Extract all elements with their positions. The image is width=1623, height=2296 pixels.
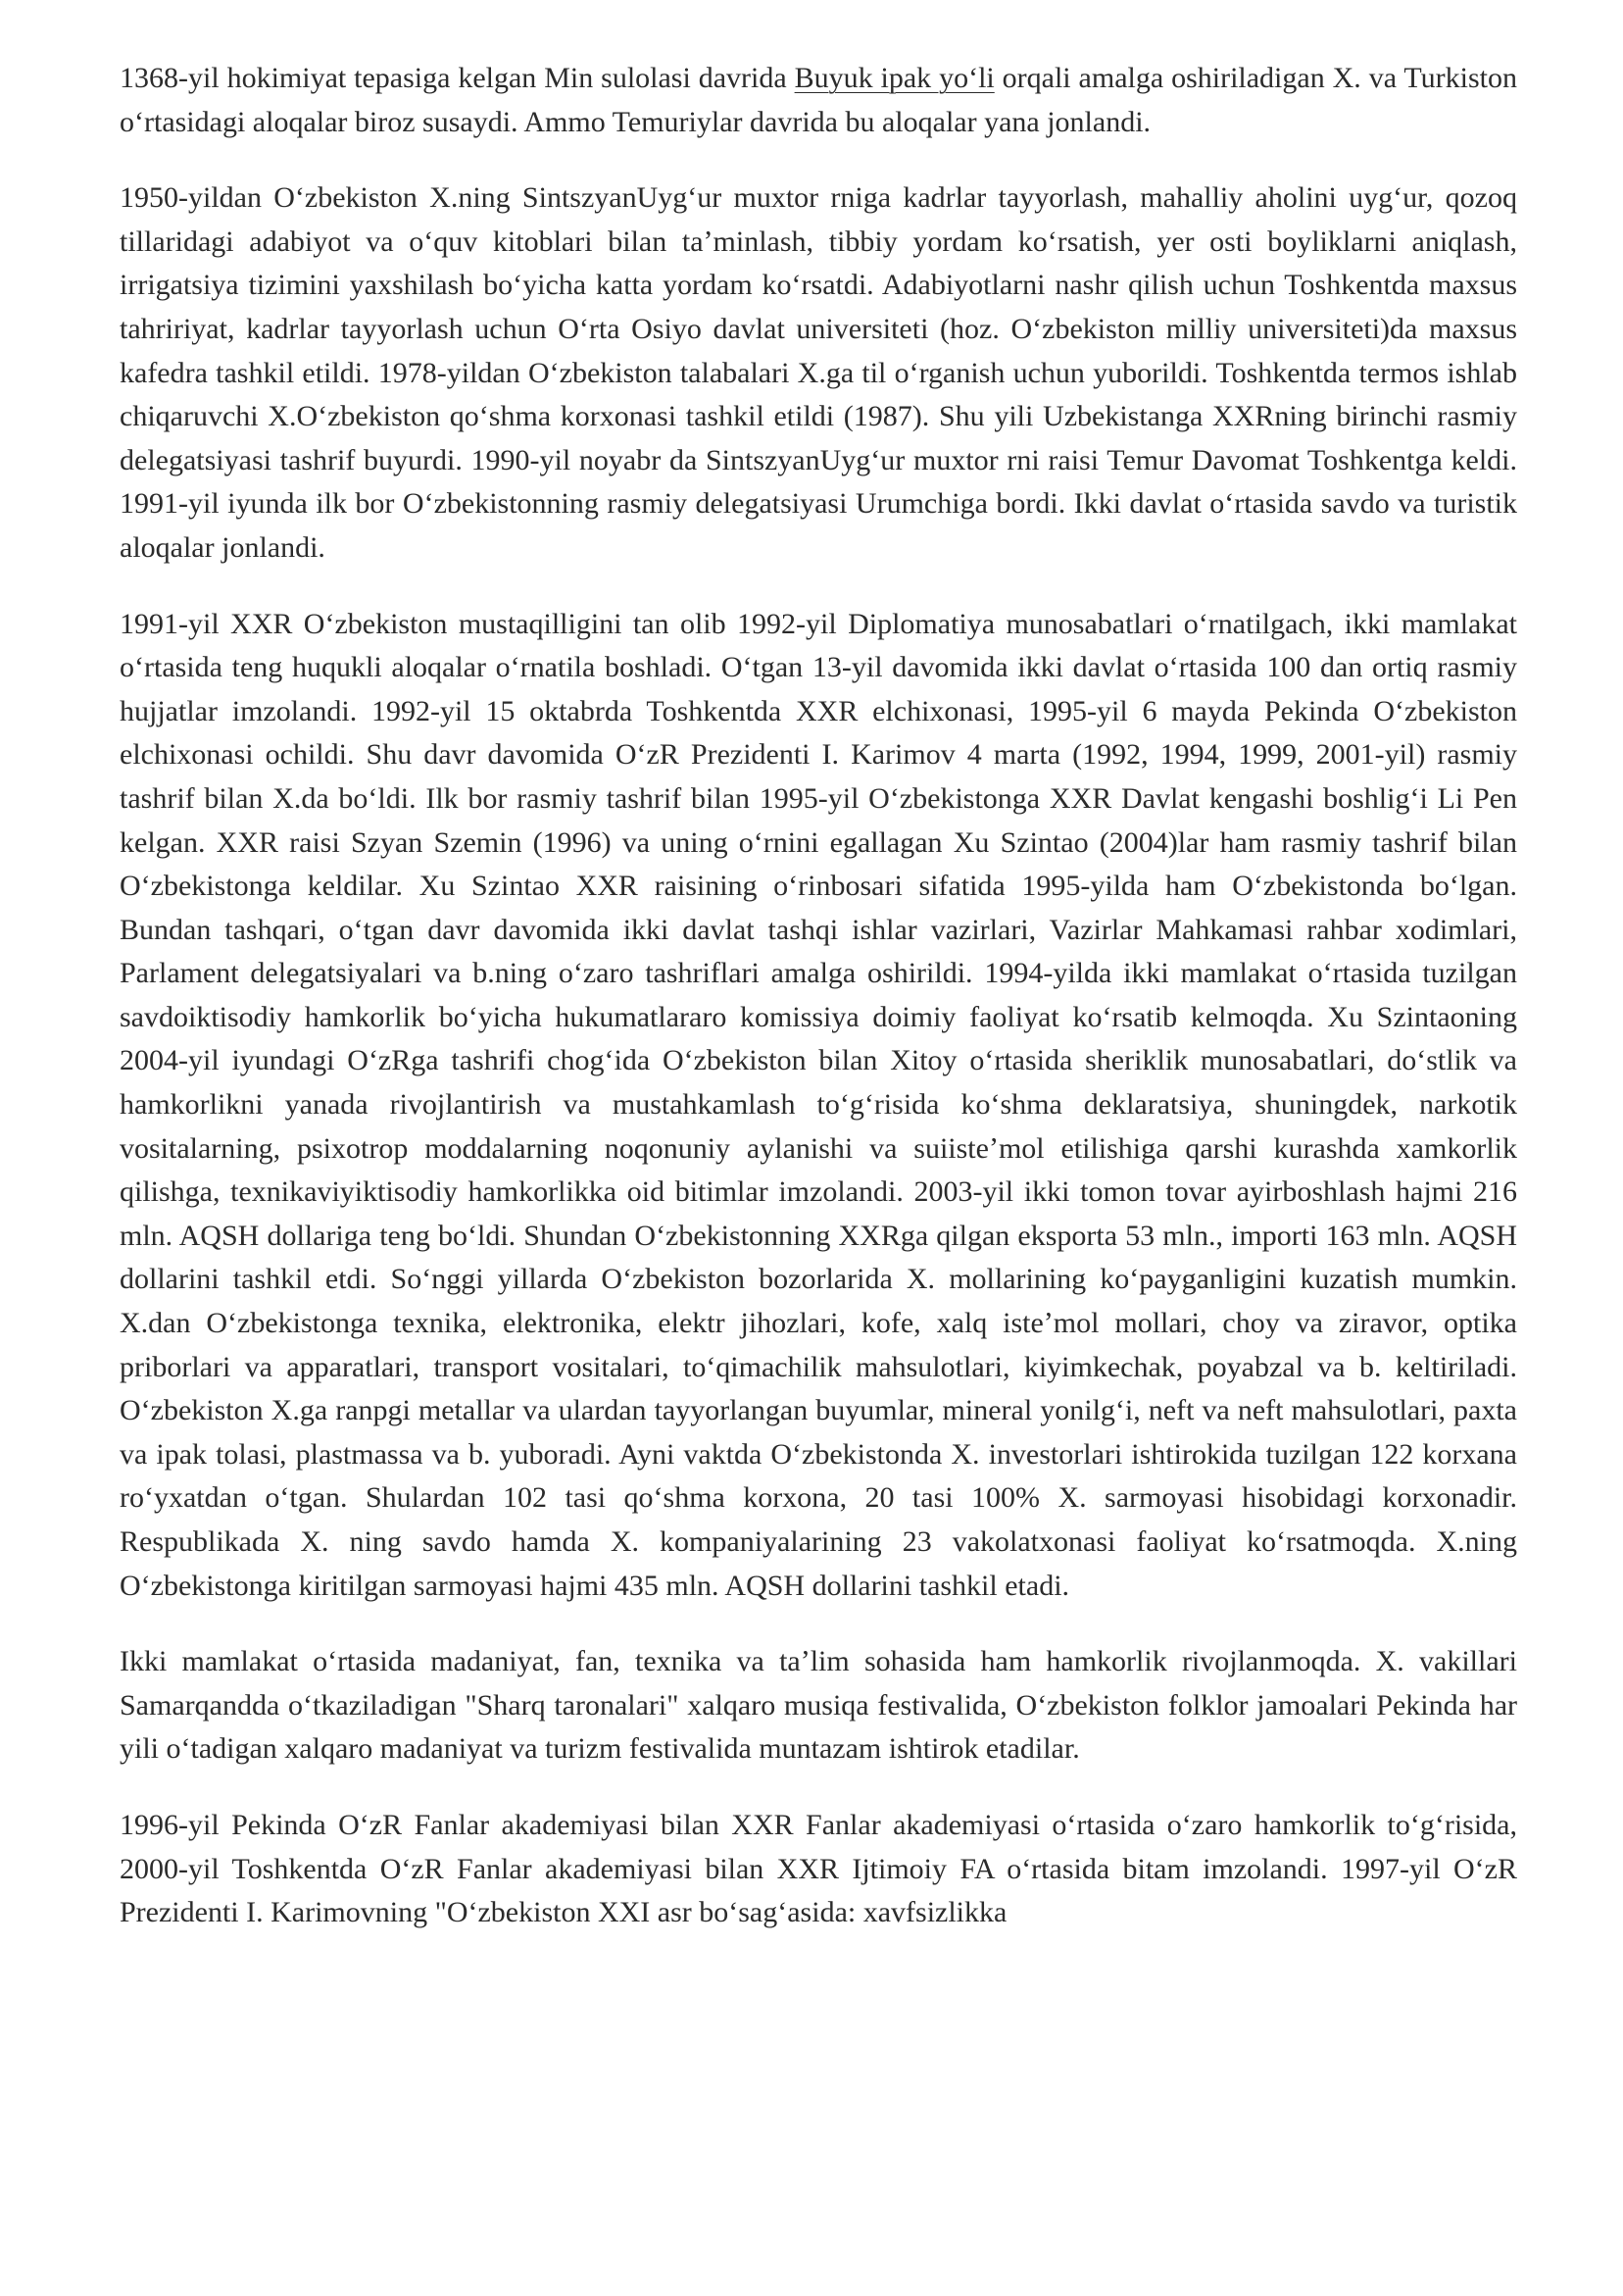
link-great-silk-road[interactable]: Buyuk ipak yoʻli xyxy=(794,62,995,94)
paragraph-text: orqali amalga oshiriladigan X. va Turkiston oʻrtasidagi aloqalar biroz susaydi. Ammo Temuriylar davrida bu aloqalar yana jonlandi. xyxy=(120,62,1517,138)
paragraph-text: 1368-yil hokimiyat tepasiga kelgan Min sulolasi davrida xyxy=(120,62,795,94)
paragraph-diplomatic-relations: 1991-yil XXR Oʻzbekiston mustaqilligini tan olib 1992-yil Diplomatiya munosabatlari oʻrnatilgach, ikki mamlakat oʻrtasida teng huqukli aloqalar oʻrnatila boshladi. Oʻtgan 13-yil davomida ikki davlat oʻrtasida 100 dan ortiq rasmiy hujjatlar imzolandi. 1992-yil 15 oktabrda Toshkentda XXR elchixonasi, 1995-yil 6 mayda Pekinda Oʻzbekiston elchixonasi ochildi. Shu davr davomida OʻzR Prezidenti I. Karimov 4 marta (1992, 1994, 1999, 2001-yil) rasmiy tashrif bilan X.da boʻldi. Ilk bor rasmiy tashrif bilan 1995-yil Oʻzbekistonga XXR Davlat kengashi boshligʻi Li Pen kelgan. XXR raisi Szyan Szemin (1996) va uning oʻrnini egallagan Xu Szintao (2004)lar ham rasmiy tashrif bilan Oʻzbekistonga keldilar. Xu Szintao XXR raisining oʻrinbosari sifatida 1995-yilda ham Oʻzbekistonda boʻlgan. Bundan tashqari, oʻtgan davr davomida ikki davlat tashqi ishlar vazirlari, Vazirlar Mahkamasi rahbar xodimlari, Parlament delegatsiyalari va b.ning oʻzaro tashriflari amalga oshirildi. 1994-yilda ikki mamlakat oʻrtasida tuzilgan savdoiktisodiy hamkorlik boʻyicha hukumatlararo komissiya doimiy faoliyat koʻrsatib kelmoqda. Xu Szintaoning 2004-yil iyundagi OʻzRga tashrifi chogʻida Oʻzbekiston bilan Xitoy oʻrtasida sheriklik munosabatlari, doʻstlik va hamkorlikni yanada rivojlantirish va mustahkamlash toʻgʻrisida koʻshma deklaratsiya, shuningdek, narkotik vositalarning, psixotrop moddalarning noqonuniy aylanishi va suiisteʼmol etilishiga qarshi kurashda xamkorlik qilishga, texnikaviyiktisodiy hamkorlikka oid bitimlar imzolandi. 2003-yil ikki tomon tovar ayirboshlash hajmi 216 mln. AQSH dollariga teng boʻldi. Shundan Oʻzbekistonning XXRga qilgan eksporta 53 mln., importi 163 mln. AQSH dollarini tashkil etdi. Soʻnggi yillarda Oʻzbekiston bozorlarida X. mollarining koʻpayganligini kuzatish mumkin. X.dan Oʻzbekistonga texnika, elektronika, elektr jihozlari, kofe, xalq isteʼmol mollari, choy va ziravor, optika priborlari va apparatlari, transport vositalari, toʻqimachilik mahsulotlari, kiyimkechak, poyabzal va b. keltiriladi. Oʻzbekiston X.ga ranpgi metallar va ulardan tayyorlangan buyumlar, mineral yonilgʻi, neft va neft mahsulotlari, paxta va ipak tolasi, plastmassa va b. yuboradi. Ayni vaktda Oʻzbekistonda X. investorlari ishtirokida tuzilgan 122 korxana roʻyxatdan oʻtgan. Shulardan 102 tasi qoʻshma korxona, 20 tasi 100% X. sarmoyasi hisobidagi korxonadir. Respublikada X. ning savdo hamda X. kompaniyalarining 23 vakolatxonasi faoliyat koʻrsatmoqda. X.ning Oʻzbekistonga kiritilgan sarmoyasi hajmi 435 mln. AQSH dollarini tashkil etadi. xyxy=(120,607,1517,1602)
paragraph-culture-cooperation: Ikki mamlakat oʻrtasida madaniyat, fan, texnika va taʼlim sohasida ham hamkorlik rivojlanmoqda. X. vakillari Samarqandda oʻtkaziladigan "Sharq taronalari" xalqaro musiqa festivalida, Oʻzbekiston folklor jamoalari Pekinda har yili oʻtadigan xalqaro madaniyat va turizm festivalida muntazam ishtirok etadilar. xyxy=(120,1645,1517,1766)
paragraph-1950-cooperation: 1950-yildan Oʻzbekiston X.ning SintszyanUygʻur muxtor rniga kadrlar tayyorlash, mahalliy aholini uygʻur, qozoq tillaridagi adabiyot va oʻquv kitoblari bilan taʼminlash, tibbiy yordam koʻrsatish, yer osti boyliklarni aniqlash, irrigatsiya tizimini yaxshilash boʻyicha katta yordam koʻrsatdi. Adabiyotlarni nashr qilish uchun Toshkentda maxsus tahririyat, kadrlar tayyorlash uchun Oʻrta Osiyo davlat universiteti (hoz. Oʻzbekiston milliy universiteti)da maxsus kafedra tashkil etildi. 1978-yildan Oʻzbekiston talabalari X.ga til oʻrganish uchun yuborildi. Toshkentda termos ishlab chiqaruvchi X.Oʻzbekiston qoʻshma korxonasi tashkil etildi (1987). Shu yili Uzbekistanga XXRning birinchi rasmiy delegatsiyasi tashrif buyurdi. 1990-yil noyabr da SintszyanUygʻur muxtor rni raisi Temur Davomat Toshkentga keldi. 1991-yil iyunda ilk bor Oʻzbekistonning rasmiy delegatsiyasi Urumchiga bordi. Ikki davlat oʻrtasida savdo va turistik aloqalar jonlandi. xyxy=(120,181,1517,564)
paragraph-academy-agreements: 1996-yil Pekinda OʻzR Fanlar akademiyasi bilan XXR Fanlar akademiyasi oʻrtasida oʻzaro hamkorlik toʻgʻrisida, 2000-yil Toshkentda OʻzR Fanlar akademiyasi bilan XXR Ijtimoiy FA oʻrtasida bitam imzolandi. 1997-yil OʻzR Prezidenti I. Karimovning "Oʻzbekiston XXI asr boʻsagʻasida: xavfsizlikka xyxy=(120,1808,1517,1929)
article-body xyxy=(120,57,1517,1968)
paragraph-min-dynasty xyxy=(120,57,1517,144)
